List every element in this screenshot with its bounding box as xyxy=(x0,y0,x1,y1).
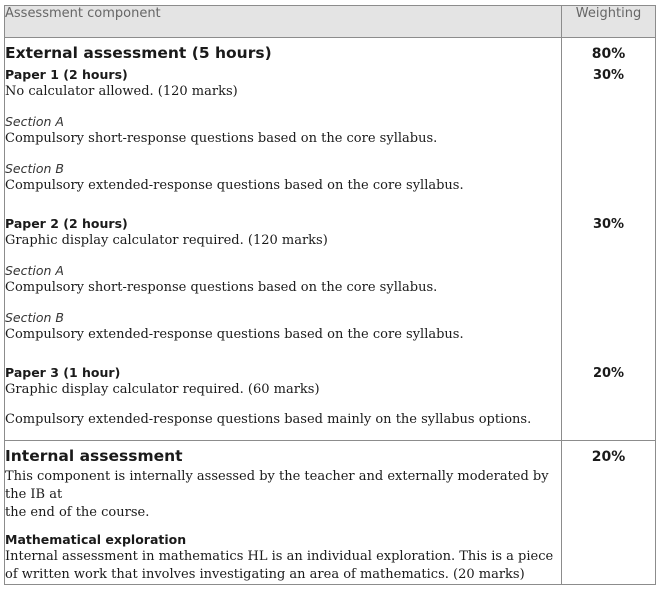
internal-cell xyxy=(5,441,562,585)
external-cell xyxy=(5,38,562,441)
paper2-desc: Graphic display calculator required. (120 marks) xyxy=(5,233,328,248)
paper2-section-a-text: Compulsory short-response questions based on the core syllabus. xyxy=(5,280,438,295)
paper2-weight: 30% xyxy=(592,217,625,232)
external-weight-cell xyxy=(562,38,656,441)
external-weight: 80% xyxy=(591,46,626,62)
paper2-section-b-text: Compulsory extended-response questions based on the core syllabus. xyxy=(5,327,464,342)
paper3-title: Paper 3 (1 hour) xyxy=(5,365,121,380)
paper2-title: Paper 2 (2 hours) xyxy=(5,216,128,231)
paper3-weight: 20% xyxy=(592,366,625,381)
paper1-title: Paper 1 (2 hours) xyxy=(5,67,128,82)
exploration-line2: of written work that involves investigating an area of mathematics. (20 marks) xyxy=(5,567,525,582)
internal-desc-line2: the end of the course. xyxy=(5,505,150,520)
external-title: External assessment (5 hours) xyxy=(5,44,272,62)
header-row xyxy=(5,6,656,38)
internal-weight: 20% xyxy=(591,449,626,465)
internal-weight-cell xyxy=(562,441,656,585)
paper1-section-a-label: Section A xyxy=(5,114,64,129)
paper1-section-a-text: Compulsory short-response questions based on the core syllabus. xyxy=(5,131,438,146)
paper3-text: Compulsory extended-response questions based mainly on the syllabus options. xyxy=(5,412,532,427)
assessment-table xyxy=(4,5,656,585)
external-row xyxy=(5,38,656,441)
internal-desc-line1: This component is internally assessed by the teacher and externally moderated by the IB at xyxy=(5,469,549,502)
internal-title: Internal assessment xyxy=(5,447,183,465)
paper2-section-b-label: Section B xyxy=(5,310,64,325)
header-component: Assessment component xyxy=(5,6,562,38)
header-weighting: Weighting xyxy=(562,6,656,38)
exploration-line1: Internal assessment in mathematics HL is an individual exploration. This is a piece xyxy=(5,549,554,564)
paper1-section-b-label: Section B xyxy=(5,161,64,176)
paper2-section-a-label: Section A xyxy=(5,263,64,278)
paper1-section-b-text: Compulsory extended-response questions based on the core syllabus. xyxy=(5,178,464,193)
paper1-weight: 30% xyxy=(592,68,625,83)
exploration-title: Mathematical exploration xyxy=(5,532,187,547)
paper1-desc: No calculator allowed. (120 marks) xyxy=(5,84,238,99)
paper3-desc: Graphic display calculator required. (60 marks) xyxy=(5,382,320,397)
internal-row xyxy=(5,441,656,585)
